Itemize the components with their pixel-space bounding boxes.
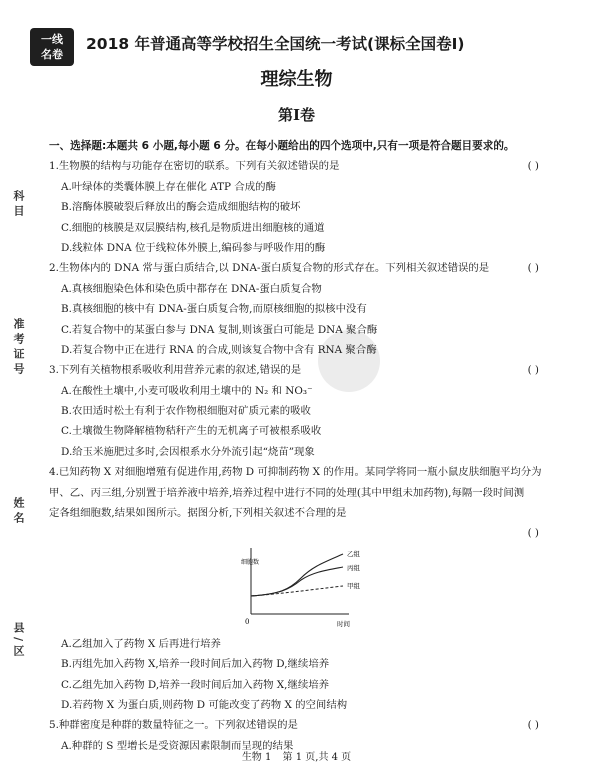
question-area (49, 136, 549, 756)
question-stem: 2.生物体内的 DNA 常与蛋白质结合,以 DNA-蛋白质复合物的形式存在。下列相关叙述错误的是 ( ) (49, 258, 549, 278)
option: A.叶绿体的类囊体膜上存在催化 ATP 合成的酶 (61, 180, 276, 193)
option: D.若复合物中正在进行 RNA 的合成,则该复合物中含有 RNA 聚合酶 (61, 343, 377, 356)
option: B.溶酶体膜破裂后释放出的酶会造成细胞结构的破坏 (61, 201, 301, 214)
subject-title: 理综生物 (260, 69, 333, 90)
option: C.细胞的核膜是双层膜结构,核孔是物质进出细胞核的通道 (61, 221, 325, 234)
question-stem: 5.种群密度是种群的数量特征之一。下列叙述错误的是 ( ) (49, 715, 549, 735)
question-stem: 甲、乙、丙三组,分别置于培养液中培养,培养过程中进行不同的处理(其中甲组未加药物),每隔一段时间测 (49, 486, 525, 499)
option: A.种群的 S 型增长是受资源因素限制而呈现的结果 (61, 739, 294, 752)
answer-blank-row (49, 523, 549, 543)
option: C.土壤微生物降解植物秸秆产生的无机离子可被根系吸收 (61, 425, 322, 438)
y-axis-label: 细胞数 (241, 558, 260, 566)
option: A.真核细胞染色体和染色质中都存在 DNA-蛋白质复合物 (61, 282, 322, 295)
question-stem: 4.已知药物 X 对细胞增殖有促进作用,药物 D 可抑制药物 X 的作用。某同学将同一瓶小鼠皮肤细胞平均分为 (49, 466, 542, 479)
volume-title: 第Ⅰ卷 (277, 106, 316, 124)
answer-blank: ( ) (527, 527, 539, 540)
option: C.若复合物中的某蛋白参与 DNA 复制,则该蛋白可能是 DNA 聚合酶 (61, 323, 378, 336)
series-label: 丙组 (347, 563, 360, 572)
exam-title: 2018 年普通高等学校招生全国统一考试(课标全国卷Ⅰ) (86, 35, 465, 53)
option: D.给玉米施肥过多时,会因根系水分外流引起“烧苗”现象 (61, 445, 315, 458)
option: B.丙组先加入药物 X,培养一段时间后加入药物 D,继续培养 (61, 658, 330, 671)
growth-chart (239, 544, 389, 632)
curve-yi (251, 554, 343, 596)
option: C.乙组先加入药物 D,培养一段时间后加入药物 X,继续培养 (61, 678, 330, 691)
option: B.真核细胞的核中有 DNA-蛋白质复合物,而原核细胞的拟核中没有 (61, 303, 367, 316)
option: D.线粒体 DNA 位于线粒体外膜上,编码参与呼吸作用的酶 (61, 241, 326, 254)
answer-blank: ( ) (527, 364, 539, 377)
badge-line-1: 一线 (41, 33, 63, 46)
option: A.乙组加入了药物 X 后再进行培养 (61, 637, 221, 650)
question-stem: 3.下列有关植物根系吸收利用营养元素的叙述,错误的是 ( ) (49, 360, 549, 380)
option: B.农田适时松土有利于农作物根细胞对矿质元素的吸收 (61, 405, 311, 418)
page-footer (0, 748, 593, 763)
question-stem: 1.生物膜的结构与功能存在密切的联系。下列有关叙述错误的是 ( ) (49, 156, 549, 176)
option: A.在酸性土壤中,小麦可吸收利用土壤中的 N₂ 和 NO₃⁻ (61, 384, 313, 397)
sidebar-county-label: 县/区 (12, 622, 25, 661)
answer-blank: ( ) (527, 719, 539, 732)
series-label: 乙组 (347, 549, 360, 558)
option: D.若药物 X 为蛋白质,则药物 D 可能改变了药物 X 的空间结构 (61, 698, 348, 711)
x-axis-label: 时间 (337, 619, 350, 628)
section-heading: 一、选择题:本题共 6 小题,每小题 6 分。在每小题给出的四个选项中,只有一项是符合题目要求的。 (49, 140, 515, 152)
footer-subject: 生物 1 (241, 752, 272, 763)
sidebar-subject-label: 科目 (12, 190, 25, 220)
question-stem: 定各组细胞数,结果如图所示。据图分析,下列相关叙述不合理的是 (49, 507, 347, 520)
badge-line-2: 名卷 (41, 48, 63, 61)
sidebar-name-label: 姓名 (12, 497, 25, 527)
answer-blank: ( ) (527, 262, 539, 275)
brand-badge (30, 28, 74, 66)
footer-page-number: 第 1 页,共 4 页 (282, 752, 352, 763)
growth-figure (49, 544, 549, 634)
origin-label: 0 (245, 617, 250, 626)
answer-blank: ( ) (527, 160, 539, 173)
sidebar-exam-id-label: 准考证号 (12, 318, 25, 378)
series-label: 甲组 (347, 581, 360, 590)
